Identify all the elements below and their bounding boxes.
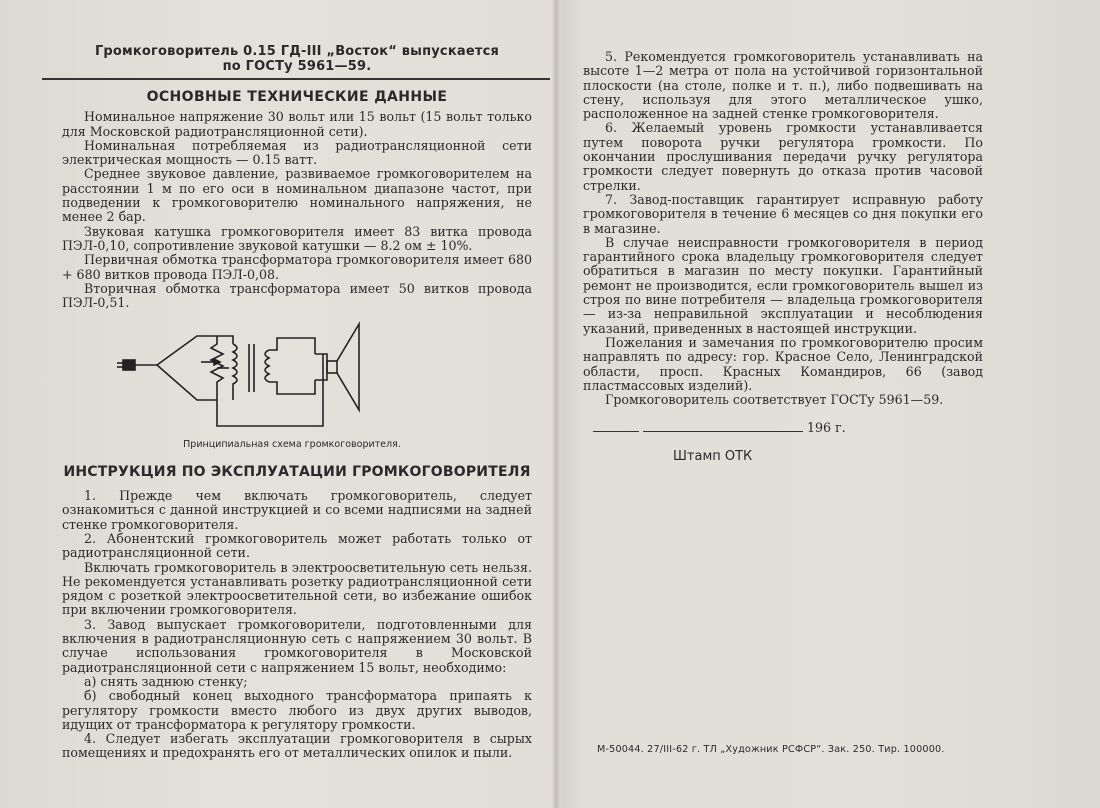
print-imprint: М-50044. 27/III-62 г. ТЛ „Художник РСФСР“. Зак. 250. Тир. 100000. bbox=[597, 744, 945, 755]
date-year: 196 bbox=[807, 420, 832, 436]
tech-paragraph: Вторичная обмотка трансформатора имеет 50 витков провода ПЭЛ-0,51. bbox=[62, 280, 532, 311]
instruction-paragraph: 2. Абонентский громкоговоритель может работать только от радиотрансляционной сети. bbox=[62, 530, 532, 561]
date-suffix: г. bbox=[835, 420, 846, 436]
warranty-paragraph: В случае неисправности громкоговорителя в период гарантийного срока владельцу громкоговорителя следует обратиться в магазин по месту покупки. Гарантийный ремонт не производится, если громкоговоритель вышел из строя по вине потребителя — владельца громкоговорителя — из-за неправильной эксплуатации и несоблюдения указаний, приведенных в настоящей инструкции. bbox=[583, 234, 983, 336]
tech-paragraph: Номинальное напряжение 30 вольт или 15 вольт (15 вольт только для Московской радиотрансляционной сети). bbox=[62, 109, 532, 139]
title-line-1: Громкоговоритель 0.15 ГД-III „Восток“ выпускается bbox=[94, 44, 500, 59]
date-day-blank bbox=[593, 431, 639, 432]
center-fold bbox=[552, 0, 560, 808]
instruction-paragraph: б) свободный конец выходного трансформатора припаять к регулятору громкости вместо любого из двух других выводов, идущих от трансформатора к регулятору громкости. bbox=[62, 688, 532, 732]
instruction-paragraph: 7. Завод-поставщик гарантирует исправную работу громкоговорителя в течение 6 месяцев со дня покупки его в магазине. bbox=[583, 191, 983, 236]
otk-stamp-label: Штамп ОТК bbox=[673, 448, 753, 464]
document-title bbox=[62, 44, 532, 74]
date-line bbox=[583, 421, 983, 435]
instruction-paragraph: 3. Завод выпускает громкоговорители, подготовленными для включения в радиотрансляционную сеть с напряжением 30 вольт. В случае использования громкоговорителя в Московской радиотрансляционной сети с напряжением 15 вольт, необходимо: bbox=[62, 616, 532, 675]
title-rule bbox=[42, 78, 550, 80]
instruction-paragraph: а) снять заднюю стенку; bbox=[84, 673, 248, 689]
tech-paragraph: Звуковая катушка громкоговорителя имеет 83 витка провода ПЭЛ-0,10, сопротивление звуковой катушки — 8.2 ом ± 10%. bbox=[62, 223, 532, 253]
instruction-paragraph: 6. Желаемый уровень громкости устанавливается путем поворота ручки регулятора громкости. По окончании прослушивания передачи ручку регулятора громкости следует повернуть до отказа против часовой стрелки. bbox=[583, 120, 983, 193]
instruction-paragraph: 5. Рекомендуется громкоговоритель устанавливать на высоте 1—2 метра от пола на устойчивой горизонтальной плоскости (на столе, полке и т. п.), либо подвешивать на стену, используя для этого металлическое ушко, расположенное на задней стенке громкоговорителя. bbox=[583, 49, 983, 122]
tech-paragraph: Номинальная потребляемая из радиотрансляционной сети электрическая мощность — 0.15 ватт. bbox=[62, 137, 532, 168]
conformity-paragraph: Громкоговоритель соответствует ГОСТу 5961—59. bbox=[605, 392, 944, 408]
speaker-circuit-schematic bbox=[117, 314, 447, 440]
right-page bbox=[583, 50, 983, 464]
diagram-caption: Принципиальная схема громкоговорителя. bbox=[183, 439, 401, 451]
instruction-paragraph: 1. Прежде чем включать громкоговоритель, следует ознакомиться с данной инструкцией и со всеми надписями на задней стенке громкоговорителя. bbox=[62, 488, 532, 532]
address-paragraph: Пожелания и замечания по громкоговорителю просим направлять по адресу: гор. Красное Село, Ленинградской области, просп. Красных Командиров, 66 (завод пластмассовых изделий). bbox=[583, 334, 983, 393]
plug-icon bbox=[123, 360, 135, 370]
instruction-paragraph: 4. Следует избегать эксплуатации громкоговорителя в сырых помещениях и предохранять его от металлических опилок и пыли. bbox=[62, 731, 532, 761]
schematic-diagram bbox=[62, 314, 532, 440]
instructions-heading: ИНСТРУКЦИЯ ПО ЭКСПЛУАТАЦИИ ГРОМКОГОВОРИТЕЛЯ bbox=[63, 463, 531, 480]
title-line-2: по ГОСТу 5961—59. bbox=[222, 59, 372, 74]
tech-paragraph: Первичная обмотка трансформатора громкоговорителя имеет 680 + 680 витков провода ПЭЛ-0,08. bbox=[62, 252, 532, 282]
tech-data-heading: ОСНОВНЫЕ ТЕХНИЧЕСКИЕ ДАННЫЕ bbox=[146, 89, 448, 105]
instruction-paragraph: Включать громкоговоритель в электроосветительную сеть нельзя. Не рекомендуется устанавливать розетку радиотрансляционной сети рядом с розеткой электроосветительной сети, во избежание ошибок при включении громкоговорителя. bbox=[62, 559, 532, 618]
tech-paragraph: Среднее звуковое давление, развиваемое громкоговорителем на расстоянии 1 м по его оси в номинальном диапазоне частот, при подведении к громкоговорителю номинального напряжения, не менее 2 бар. bbox=[62, 166, 532, 225]
date-month-blank bbox=[643, 431, 803, 432]
left-page bbox=[62, 44, 532, 761]
